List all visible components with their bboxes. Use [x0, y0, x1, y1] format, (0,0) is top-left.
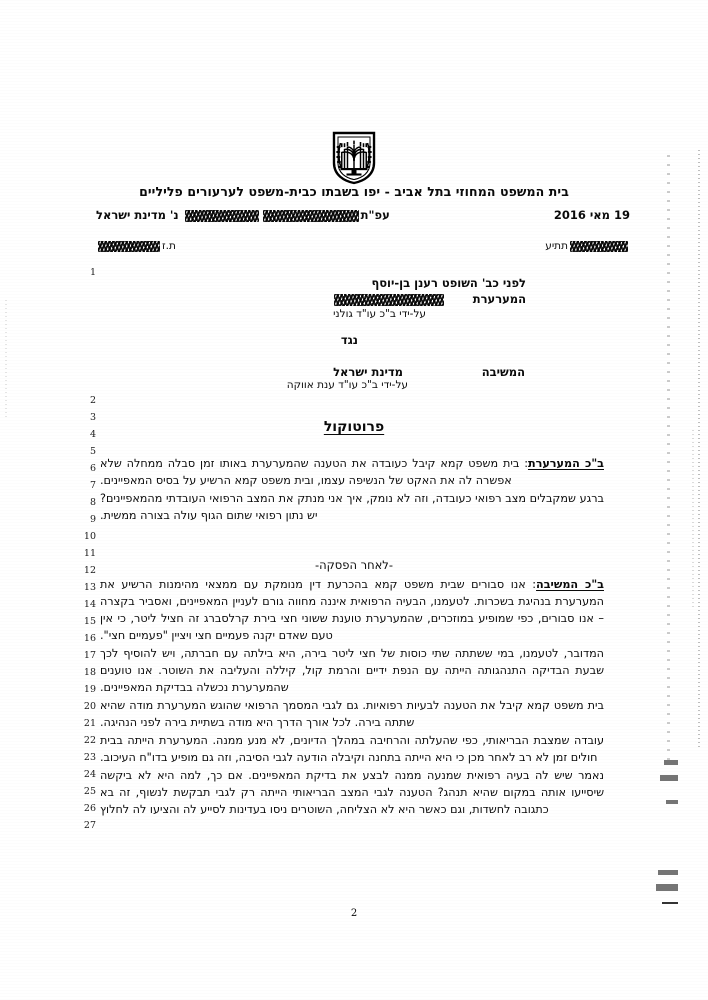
line-number: 7	[89, 480, 96, 491]
line-number: 16	[83, 633, 96, 644]
line-number: 10	[83, 531, 96, 542]
id-group	[96, 240, 176, 252]
paragraph-respondent-counsel-5: נאמר שיש לה בעיה רפואית שמנעה ממנה לבצע את בדיקת המאפיינים. אם כך, למה היא לא ביקשה שיסייעו אותה במקום שהיא תנהג? הטענה לגבי המצב הבריאותי הייתה רק לגבי תבקשת לנשוף, זה בא כתגובה לחשדות, וגם כאשר היא לא הצליחה, השוטרים ניסו בעדינות לסייע לה והציעו לה לחלוץ	[100, 769, 604, 816]
scan-smudge-d	[658, 870, 678, 875]
case-versus-text: נ' מדינת ישראל	[96, 208, 179, 222]
line-number: 19	[83, 684, 96, 695]
line-number: 25	[83, 786, 96, 797]
speaker-label-respondent-counsel: ב"כ המשיבה	[536, 578, 604, 591]
paragraph-respondent-counsel-2: המדובר, לטעמנו, במי ששתתה שתי כוסות של חצי ליטר בירה, היא בילתה עם חברתה, ויש להוסיף לכך שבעת הבדיקה התנהגותה הייתה עם הנפת ידיים והרמת קול, קיללה והעליבה את השוטר. אנו טוענים שהמערערת נכשלה בבדיקת המאפיינים.	[100, 647, 604, 694]
scan-smudge-a	[664, 760, 678, 765]
court-title: בית המשפט המחוזי בתל אביב - יפו בשבתו כבית-משפט לערעורים פליליים	[139, 184, 569, 199]
israel-state-emblem-icon	[332, 131, 376, 185]
redacted-case-number	[263, 210, 359, 222]
paragraph-respondent-counsel-4: עובדה שמצבת הבריאותי, כפי שהעלתה והרחיבה במהלך הדיונים, לא מנע ממנה. המערערת הייתה בבית חולים זמן לא רב לאחר מכן כי היא הייתה בתחנה וקיבלה הודעה לגבי הסיבה, וזה גם מופיע בדו"ח העיכוב.	[100, 734, 604, 764]
line-number: 3	[89, 412, 96, 423]
line-number: 20	[83, 701, 96, 712]
redacted-tatia-number	[570, 241, 628, 252]
line-number: 23	[83, 752, 96, 763]
respondent-name: מדינת ישראל	[333, 365, 403, 379]
judge-line: לפני כב' השופט רענן בן-יוסף	[371, 276, 526, 290]
paragraph-text: : בית משפט קמא קיבל כעובדה את הטענה שהמערערת באותו זמן סבלה ממחלה שלא אפשרה לה את האקט של הנשיפה עצמו, ובית משפט קמא הרשיע על בסיס המאפיינים.	[100, 457, 528, 487]
appellant-label: המערערת	[472, 291, 526, 306]
tatia-group	[545, 240, 630, 252]
paragraph-respondent-counsel-1	[100, 576, 604, 644]
line-number: 17	[83, 650, 96, 661]
redacted-id-number	[98, 241, 160, 252]
line-number: 2	[89, 395, 96, 406]
line-number: 21	[83, 718, 96, 729]
page-number: 2	[350, 908, 358, 919]
recess-note: -לאחר הפסקה-	[314, 558, 393, 572]
line-number: 6	[89, 463, 96, 474]
line-number: 1	[89, 267, 96, 278]
line-number: 15	[83, 616, 96, 627]
line-number: 14	[83, 599, 96, 610]
appellant-counsel: על-ידי ב"כ עו"ד גולני	[333, 308, 426, 320]
line-number: 8	[89, 497, 96, 508]
line-number: 5	[89, 446, 96, 457]
line-number: 12	[83, 565, 96, 576]
line-number: 11	[83, 548, 96, 559]
speaker-label-appellant-counsel: ב"כ המערערת	[527, 457, 604, 470]
id-header-row	[96, 240, 630, 252]
versus-label: נגד	[340, 333, 358, 347]
case-header-row	[96, 208, 630, 222]
case-number-and-parties	[96, 208, 390, 222]
scan-smudge-f	[662, 902, 678, 904]
paragraph-appellant-counsel-1	[100, 455, 604, 489]
paragraph-gap-before-recess	[100, 525, 604, 576]
paragraph-respondent-counsel-3: בית משפט קמא קיבל את הטענה לבעיות רפואיות. גם לגבי המסמך הרפואי שהוגש המערערת מודה שהיא שתתה בירה. לכל אורך הדרך היא מודה בשתיית בירה לפני הנהיגה.	[100, 699, 604, 729]
id-label: ת.ז	[162, 240, 176, 252]
line-number: 9	[89, 514, 96, 525]
scan-noise-right-mid	[692, 430, 694, 610]
respondent-label: המשיבה	[481, 365, 525, 379]
respondent-counsel: על-ידי ב"כ עו"ד ענת אווקה	[286, 379, 408, 391]
line-number: 27	[83, 820, 96, 831]
scan-noise-right-outer	[698, 150, 700, 750]
scan-smudge-c	[666, 800, 678, 804]
scan-smudge-e	[656, 884, 678, 891]
line-number: 4	[89, 429, 96, 440]
line-number: 18	[83, 667, 96, 678]
line-number: 13	[83, 582, 96, 593]
redacted-appellant-name	[185, 210, 259, 222]
line-number: 24	[83, 769, 96, 780]
document-date: 19 מאי 2016	[553, 208, 630, 222]
emblem-container	[0, 131, 708, 185]
scan-noise-left	[5, 300, 7, 420]
page-title: פרוטוקול	[323, 419, 385, 435]
case-type-prefix: עפ"ת	[360, 208, 390, 222]
redacted-appellant-full-name-row	[332, 293, 446, 306]
redacted-appellant-full-name	[334, 294, 444, 306]
scan-smudge-b	[660, 775, 678, 781]
tatia-label: תתיע	[545, 240, 568, 252]
paragraph-appellant-counsel-2: ברגע שמקבלים מצב רפואי כעובדה, וזה לא נומק, איך אני מנתק את המצב הרפואי העובדתי מהמאפיינים? יש נתון רפואי שתום הגוף עולה בצורה ממשית.	[100, 492, 604, 522]
paragraph-text: : אנו סבורים שבית משפט קמא בהכרעת דין מנומקת עם ממצאי מהימנות הרשיע את המערערת בנהיגת בשכרות. לטעמנו, הבעיה הרפואית איננה מחווה גורם לעניין המאפיינים, ואסביר בקצרה – אנו סבורים, כפי שמופיע במוזכרים, שהמערערת טוענת ששוני חצי בירת קרלסברג זה חציל ליטר, כי אין טעם שאדם יקנה פעמיים חצי ויציין "פעמיים חצי".	[100, 578, 604, 642]
line-number: 22	[83, 735, 96, 746]
line-number: 26	[83, 803, 96, 814]
scan-noise-right-inner	[667, 155, 670, 765]
protocol-body	[100, 455, 604, 819]
